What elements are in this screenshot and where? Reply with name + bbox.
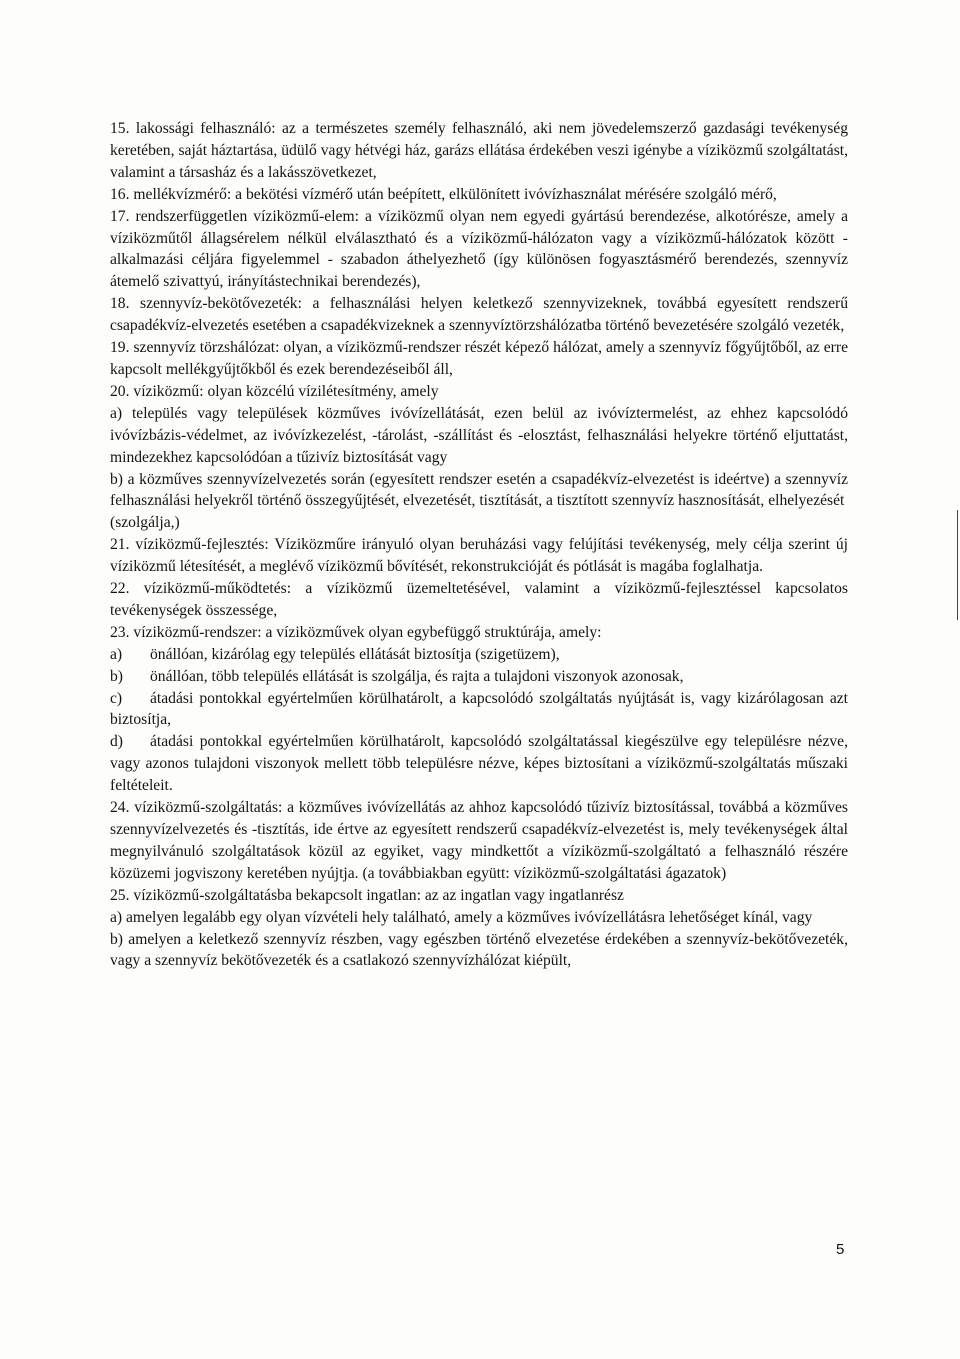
list-item-text: önállóan, több település ellátását is szolgálja, és rajta a tulajdoni viszonyok azonosak,	[150, 667, 684, 685]
list-item-text: átadási pontokkal egyértelműen körülhatárolt, a kapcsolódó szolgáltatás nyújtását is, vagy kizárólagosan azt biztosítja,	[110, 689, 848, 729]
paragraph-18: 18. szennyvíz-bekötővezeték: a felhasználási helyen keletkező szennyvizeknek, továbbá egyesített rendszerű csapadékvíz-elvezetés esetében a csapadékvizeknek a szennyvíztörzshálózatba történő bevezetésére szolgáló vezeték,	[110, 295, 848, 335]
list-item-label: b)	[110, 667, 123, 685]
list-item-a	[110, 644, 848, 666]
list-item-b	[110, 666, 848, 688]
paragraph-17: 17. rendszerfüggetlen víziközmű-elem: a víziközmű olyan nem egyedi gyártású berendezése, alkotórésze, amely a víziközműtől állagsérelem nélkül elválasztható és a víziközmű-hálózaton vagy a víziközmű-hálózatok között - alkalmazási céljára figyelemmel - szabadon áthelyezhető (így különösen fogyasztásmérő berendezés, szennyvíz átemelő szivattyú, irányítástechnikai berendezés),	[110, 207, 848, 291]
paragraph-25-b: b) amelyen a keletkező szennyvíz részben, vagy egészben történő elvezetése érdekében a szennyvíz-bekötővezeték, vagy a szennyvíz bekötővezeték és a csatlakozó szennyvízhálózat kiépült,	[110, 930, 848, 970]
paragraph-21: 21. víziközmű-fejlesztés: Víziközműre irányuló olyan beruházási vagy felújítási tevékenység, mely célja szerint új víziközmű létesítését, a meglévő víziközmű bővítését, rekonstrukcióját és pótlását is magába foglalhatja.	[110, 536, 848, 576]
scan-edge-line	[957, 510, 958, 620]
document-body	[110, 118, 848, 972]
list-item-text: átadási pontokkal egyértelműen körülhatárolt, kapcsolódó szolgáltatással kiegészülve egy településre nézve, vagy azonos tulajdoni viszonyok mellett több településre nézve, képes biztosítani a víziközmű-szolgáltatás műszaki feltételeit.	[110, 733, 848, 795]
list-item-label: c)	[110, 689, 123, 707]
paragraph-25-a: a) amelyen legalább egy olyan vízvételi hely található, amely a közműves ivóvízellátásra lehetőséget kínál, vagy	[110, 908, 813, 926]
paragraph-20-closing: (szolgálja,)	[110, 514, 180, 532]
paragraph-25: 25. víziközmű-szolgáltatásba bekapcsolt ingatlan: az az ingatlan vagy ingatlanrész	[110, 886, 624, 904]
page-number: 5	[836, 1241, 845, 1258]
paragraph-24: 24. víziközmű-szolgáltatás: a közműves ivóvízellátás az ahhoz kapcsolódó tűzivíz biztosítással, továbbá a közműves szennyvízelvezetés és -tisztítás, ide értve az egyesített rendszerű csapadékvíz-elvezetést is, mely tevékenységek által megnyilvánuló szolgáltatások közül az egyiket, vagy mindkettőt a víziközmű-szolgáltató a felhasználó részére közüzemi jogviszony keretében nyújtja. (a továbbiakban együtt: víziközmű-szolgáltatási ágazatok)	[110, 799, 848, 882]
list-item-text: önállóan, kizárólag egy település ellátását biztosítja (szigetüzem),	[150, 645, 560, 663]
paragraph-16: 16. mellékvízmérő: a bekötési vízmérő után beépített, elkülönített ivóvízhasználat mérésére szolgáló mérő,	[110, 185, 777, 203]
list-item-label: a)	[110, 645, 123, 663]
paragraph-20-b: b) a közműves szennyvízelvezetés során (egyesített rendszer esetén a csapadékvíz-elvezetést is ideértve) a szennyvíz felhasználási helyekről történő összegyűjtését, elvezetését, tisztítását, a tisztított szennyvíz hasznosítását, elhelyezését	[110, 470, 848, 510]
list-item-c	[110, 688, 848, 732]
paragraph-20-a: a) település vagy települések közműves ivóvízellátását, ezen belül az ivóvíztermelést, az ehhez kapcsolódó ivóvízbázis-védelmet, az ivóvízkezelést, -tárolást, -szállítást és -elosztást, felhasználási helyekre történő eljuttatást, mindezekhez kapcsolódóan a tűzivíz biztosítását vagy	[110, 404, 848, 466]
paragraph-23: 23. víziközmű-rendszer: a víziközművek olyan egybefüggő struktúrája, amely:	[110, 623, 602, 641]
paragraph-19: 19. szennyvíz törzshálózat: olyan, a víziközmű-rendszer részét képező hálózat, amely a szennyvíz főgyűjtőből, az erre kapcsolt mellékgyűjtőkből és ezek berendezéseiből áll,	[110, 339, 848, 378]
paragraph-22: 22. víziközmű-működtetés: a víziközmű üzemeltetésével, valamint a víziközmű-fejlesztéssel kapcsolatos tevékenységek összessége,	[110, 580, 848, 619]
paragraph-15: 15. lakossági felhasználó: az a természetes személy felhasználó, aki nem jövedelemszerző gazdasági tevékenység keretében, saját háztartása, üdülő vagy hétvégi ház, garázs ellátása érdekében veszi igénybe a víziközmű szolgáltatást, valamint a társasház és a lakásszövetkezet,	[110, 120, 848, 181]
paragraph-20: 20. víziközmű: olyan közcélú vízilétesítmény, amely	[110, 382, 439, 400]
list-item-d	[110, 731, 848, 797]
list-item-label: d)	[110, 733, 123, 751]
